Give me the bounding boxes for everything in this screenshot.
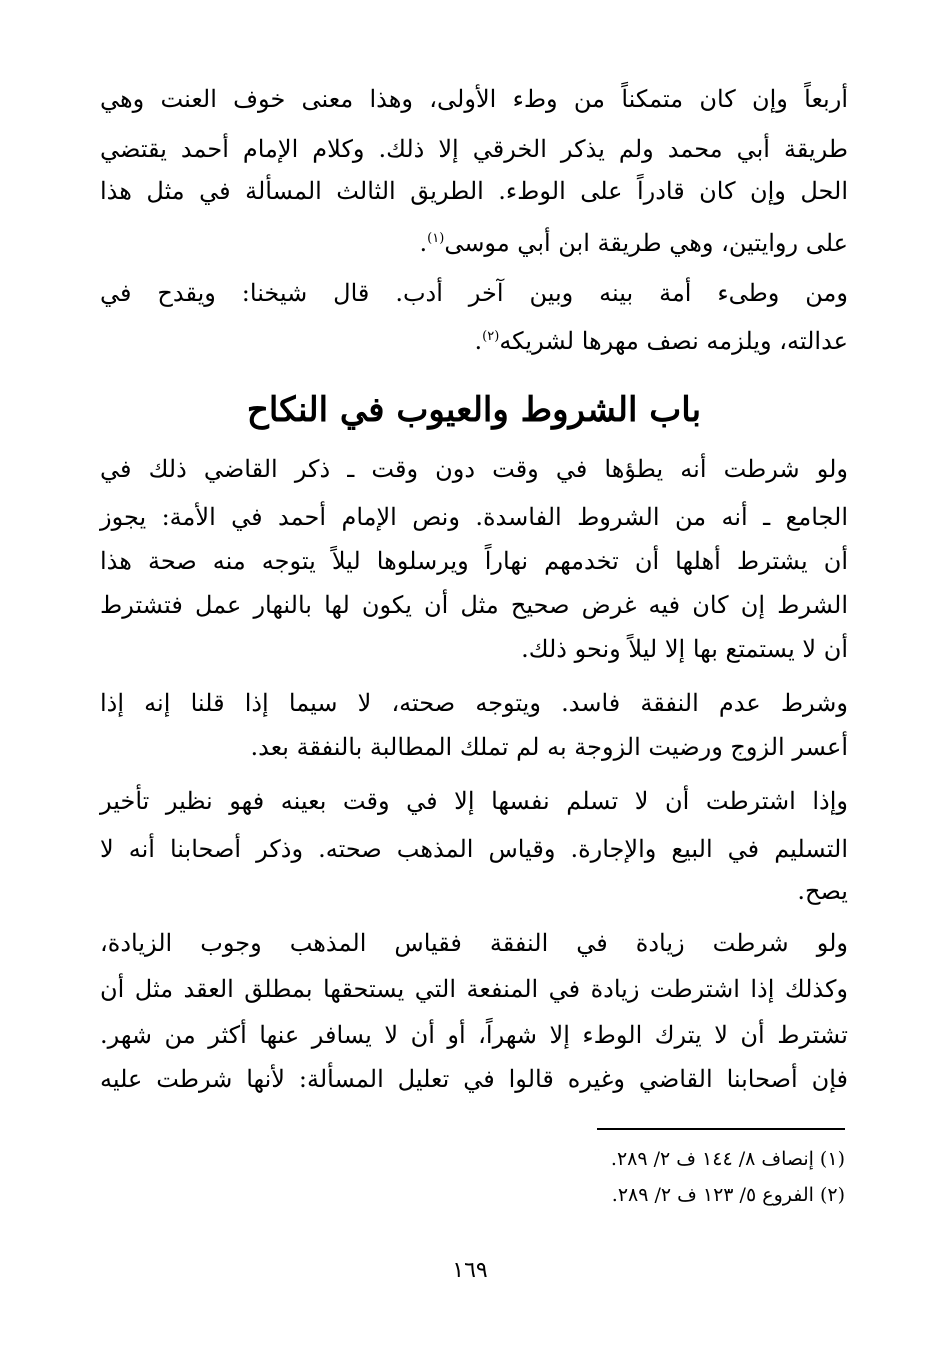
text-line: وشرط عدم النفقة فاسد. ويتوجه صحته، لا سيما إذا قلنا إنه إذا [100, 689, 848, 717]
text-line: الشرط إن كان فيه غرض صحيح مثل أن يكون لها بالنهار عمل فتشترط [100, 591, 848, 619]
text-line: أربعاً وإن كان متمكناً من وطء الأولى، وهذا معنى خوف العنت وهي [100, 85, 848, 113]
text-line: طريقة أبي محمد ولم يذكر الخرقي إلا ذلك. وكلام الإمام أحمد يقتضي [100, 135, 848, 163]
text-line: أن لا يستمتع بها إلا ليلاً ونحو ذلك. [521, 635, 848, 663]
footnote-ref: (١) [427, 231, 445, 246]
text-line: ولو شرطت أنه يطؤها في وقت دون وقت ـ ذكر القاضي ذلك في [100, 455, 848, 483]
line-text: عدالته، ويلزمه نصف مهرها لشريكه [499, 327, 848, 355]
text-line: التسليم في البيع والإجارة. وقياس المذهب صحته. وذكر أصحابنا أنه لا [100, 835, 848, 863]
section-heading: باب الشروط والعيوب في النكاح [246, 390, 702, 430]
text-line: أعسر الزوج ورضيت الزوجة به لم تملك المطالبة بالنفقة بعد. [250, 733, 848, 761]
text-line: فإن أصحابنا القاضي وغيره قالوا في تعليل المسألة: لأنها شرطت عليه [100, 1065, 848, 1093]
text-line [100, 216, 848, 262]
text-line [100, 314, 848, 360]
footnote-ref: (٢) [482, 329, 500, 344]
text-line: تشترط أن لا يترك الوطء إلا شهراً، أو أن لا يسافر عنها أكثر من شهر. [100, 1021, 848, 1049]
text-line: أن يشترط أهلها أن تخدمهم نهاراً ويرسلوها ليلاً يتوجه منه صحة هذا [100, 547, 848, 575]
text-line: وإذا اشترطت أن لا تسلم نفسها إلا في وقت بعينه فهو نظير تأخير [100, 787, 848, 815]
full-stop: . [419, 229, 428, 257]
text-line: الحل وإن كان قادراً على الوطء. الطريق الثالث المسألة في مثل هذا [100, 177, 848, 205]
page-number: ١٦٩ [452, 1258, 488, 1283]
text-line: الجامع ـ أنه من الشروط الفاسدة. ونص الإمام أحمد في الأمة: يجوز [100, 503, 849, 531]
full-stop: . [474, 327, 483, 355]
text-line: يصح. [797, 877, 848, 905]
line-text: على روايتين، وهي طريقة ابن أبي موسى [444, 229, 848, 257]
footnote-separator [597, 1128, 845, 1130]
text-line: ولو شرطت زيادة في النفقة فقياس المذهب وجوب الزيادة، [100, 929, 848, 957]
footnote: (٢) الفروع ٥/ ١٢٣ ف ٢/ ٢٨٩. [611, 1184, 845, 1206]
footnote: (١) إنصاف ٨/ ١٤٤ ف ٢/ ٢٨٩. [610, 1148, 845, 1170]
text-line: وكذلك إذا اشترطت زيادة في المنفعة التي يستحقها بمطلق العقد مثل أن [100, 975, 848, 1003]
text-line: ومن وطىء أمة بينه وبين آخر أدب. قال شيخنا: ويقدح في [100, 279, 848, 307]
